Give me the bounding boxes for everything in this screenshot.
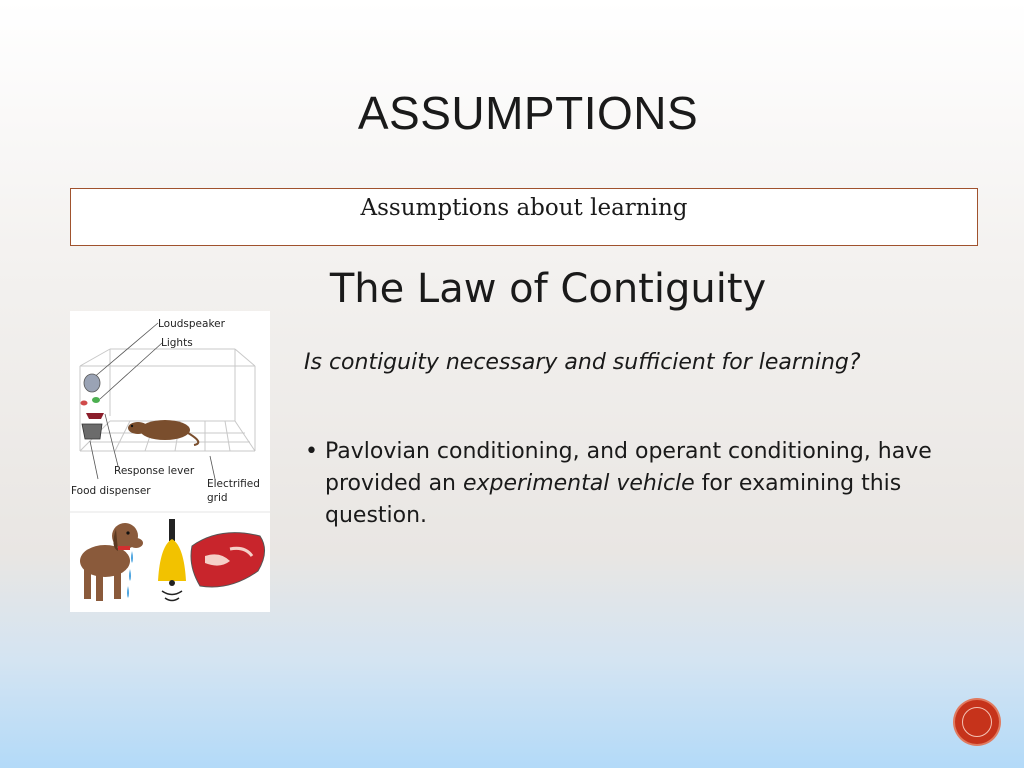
- bullet-text: [325, 436, 945, 532]
- circle-nav-icon[interactable]: [955, 700, 999, 744]
- loudspeaker-icon: [84, 374, 100, 392]
- nav-ring: [962, 707, 992, 737]
- green-light-icon: [92, 397, 100, 403]
- red-light-icon: [81, 401, 88, 406]
- label-food-dispenser: Food dispenser: [71, 485, 151, 497]
- label-grid: grid: [207, 492, 228, 504]
- rat-icon: [128, 420, 198, 445]
- slide-title: ASSUMPTIONS: [357, 87, 699, 139]
- meat-icon: [191, 533, 265, 587]
- conditioning-figure: [70, 311, 270, 612]
- label-lights: Lights: [161, 337, 193, 349]
- response-lever-icon: [86, 413, 104, 419]
- bell-icon: [158, 519, 186, 601]
- bullet-item: [305, 436, 945, 532]
- food-dispenser-icon: [82, 424, 102, 439]
- section-heading: The Law of Contiguity: [329, 266, 767, 312]
- label-loudspeaker: Loudspeaker: [158, 318, 225, 330]
- bullet-emphasis: experimental vehicle: [463, 471, 695, 496]
- bullet-marker: •: [305, 439, 318, 464]
- bullet-text-before: Pavlovian conditioning, and operant conditioning, have provided an: [325, 439, 932, 496]
- dog-icon: [80, 523, 143, 601]
- bullet-text-after: for examining this question.: [325, 471, 902, 528]
- label-electrified: Electrified: [207, 478, 260, 490]
- conditioning-illustration: [70, 311, 270, 612]
- subtitle-box: [70, 188, 978, 246]
- label-pointers: [90, 323, 215, 479]
- label-response-lever: Response lever: [114, 465, 195, 477]
- question-text: Is contiguity necessary and sufficient for learning?: [304, 350, 861, 375]
- subtitle-text: Assumptions about learning: [360, 195, 688, 221]
